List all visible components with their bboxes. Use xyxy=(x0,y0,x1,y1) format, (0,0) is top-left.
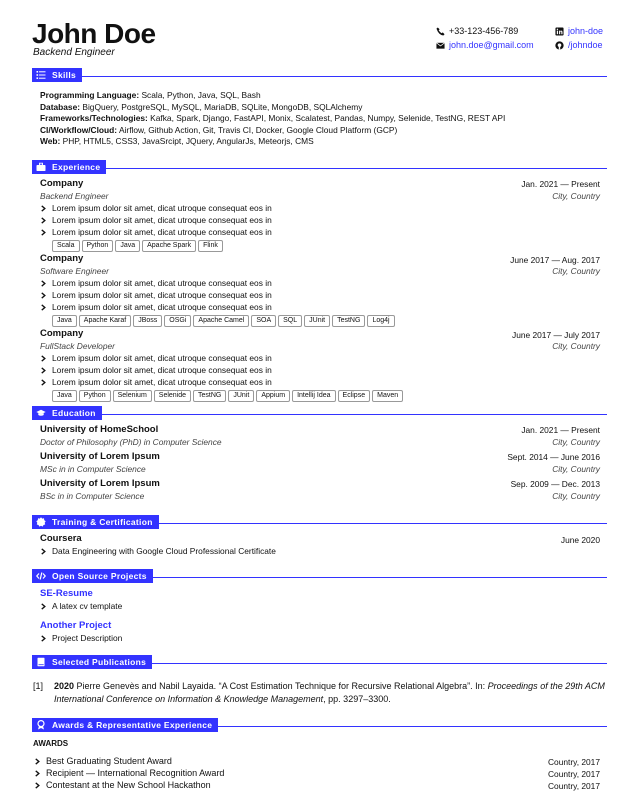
job-bullet-text: Lorem ipsum dolor sit amet, dicat utroque consequat eos in xyxy=(52,290,272,300)
award-text: Recipient — International Recognition Award xyxy=(46,768,225,778)
publication-authors: Pierre Genevès and Nabil Layaida. “A Cost Estimation Technique for Recursive Relational Algebra”. In: xyxy=(76,681,486,691)
job-tags xyxy=(52,315,395,327)
award-where: Country, 2017 xyxy=(548,757,600,767)
job-role: Backend Engineer xyxy=(40,191,109,201)
chevron-right-icon xyxy=(40,205,47,212)
training-org: Coursera xyxy=(40,533,82,544)
section-opensource xyxy=(32,569,153,583)
skill-value: Kafka, Spark, Django, FastAPI, Monix, Scalatest, Pandas, Numpy, Selenide, TestNG, REST API xyxy=(150,113,506,124)
award-text: Best Graduating Student Award xyxy=(46,756,172,766)
experience-rule xyxy=(32,168,607,169)
linkedin-row[interactable] xyxy=(555,24,603,38)
tech-tag: TestNG xyxy=(332,315,365,327)
job-dates: June 2017 — Aug. 2017 xyxy=(510,255,600,265)
award-item xyxy=(34,780,211,790)
skill-value: Scala, Python, Java, SQL, Bash xyxy=(141,90,261,100)
job-bullet xyxy=(40,377,272,387)
job-bullet xyxy=(40,302,272,312)
chevron-right-icon xyxy=(40,635,47,642)
chevron-right-icon xyxy=(40,367,47,374)
tech-tag: OSGi xyxy=(164,315,191,327)
job-bullet xyxy=(40,353,272,363)
job-bullet xyxy=(40,278,272,288)
job-location: City, Country xyxy=(552,341,600,351)
award-text: Contestant at the New School Hackathon xyxy=(46,780,211,790)
job-tags xyxy=(52,390,403,402)
certificate-badge-icon xyxy=(36,517,46,527)
section-training-title: Training & Certification xyxy=(52,517,153,527)
edu-school: University of Lorem Ipsum xyxy=(40,478,160,489)
award-item xyxy=(34,768,224,778)
contact-left xyxy=(436,24,534,52)
tech-tag: Apache Spark xyxy=(142,240,196,252)
tech-tag: Python xyxy=(82,240,114,252)
graduation-cap-icon xyxy=(36,408,46,418)
edu-school: University of HomeSchool xyxy=(40,424,159,435)
phone-row xyxy=(436,24,534,38)
project-desc: Project Description xyxy=(52,633,123,643)
tech-tag: Maven xyxy=(372,390,403,402)
awards-heading: AWARDS xyxy=(33,739,69,748)
section-awards-title: Awards & Representative Experience xyxy=(52,720,213,730)
tech-tag: Java xyxy=(52,315,77,327)
job-bullet xyxy=(40,203,272,213)
publication-venue: Proceedings xyxy=(487,681,538,691)
training-date: June 2020 xyxy=(560,535,600,545)
phone-icon xyxy=(436,27,445,36)
tech-tag: TestNG xyxy=(193,390,226,402)
job-dates: June 2017 — July 2017 xyxy=(512,330,600,340)
publication-entry xyxy=(54,680,614,706)
skill-row xyxy=(40,90,505,102)
chevron-right-icon xyxy=(40,379,47,386)
chevron-right-icon xyxy=(40,355,47,362)
section-skills-title: Skills xyxy=(52,70,77,80)
job-bullet-text: Lorem ipsum dolor sit amet, dicat utroque consequat eos in xyxy=(52,203,272,213)
job-location: City, Country xyxy=(552,191,600,201)
skill-value: BigQuery, PostgreSQL, MySQL, MariaDB, SQLite, MongoDB, SQLAlchemy xyxy=(82,101,363,112)
publication-year: 2020 xyxy=(54,681,75,691)
skill-label: Programming Language: xyxy=(40,90,140,100)
chevron-right-icon xyxy=(40,292,47,299)
award-where: Country, 2017 xyxy=(548,769,600,779)
github-row[interactable] xyxy=(555,38,603,52)
job-company: Company xyxy=(40,328,84,339)
chevron-right-icon xyxy=(40,217,47,224)
job-bullet xyxy=(40,215,272,225)
tech-tag: Apache Karaf xyxy=(79,315,131,327)
section-training xyxy=(32,515,159,529)
publication-number: [1] xyxy=(33,681,44,691)
project-bullet xyxy=(40,601,122,611)
job-role: Software Engineer xyxy=(40,266,109,276)
job-location: City, Country xyxy=(552,266,600,276)
section-opensource-title: Open Source Projects xyxy=(52,571,147,581)
award-where: Country, 2017 xyxy=(548,781,600,791)
section-experience xyxy=(32,160,106,174)
tech-tag: SQL xyxy=(278,315,302,327)
code-icon xyxy=(36,571,46,581)
skill-row xyxy=(40,125,505,137)
job-company: Company xyxy=(40,253,84,264)
job-bullet xyxy=(40,365,272,375)
award-ribbon-icon xyxy=(36,720,46,730)
edu-location: City, Country xyxy=(552,464,600,474)
training-bullet xyxy=(40,546,276,556)
job-company: Company xyxy=(40,178,84,189)
publication-venue-rest: of the 29th ACM International Conference on Information & Knowledge Management xyxy=(54,681,605,704)
project-link[interactable]: SE-Resume xyxy=(40,588,93,599)
skill-label: CI/Workflow/Cloud: xyxy=(40,124,118,135)
tech-tag: JBoss xyxy=(133,315,162,327)
job-bullet-text: Lorem ipsum dolor sit amet, dicat utroque consequat eos in xyxy=(52,377,272,387)
contact-right xyxy=(555,24,603,52)
list-icon xyxy=(36,70,46,80)
job-dates: Jan. 2021 — Present xyxy=(521,179,600,189)
tech-tag: JUnit xyxy=(304,315,330,327)
skill-label: Web: xyxy=(40,136,61,147)
section-experience-title: Experience xyxy=(52,162,101,172)
tech-tag: Selenium xyxy=(113,390,152,402)
section-awards xyxy=(32,718,218,732)
resume-role: Backend Engineer xyxy=(33,47,115,58)
skill-value: Airflow, Github Action, Git, Travis CI, Docker, Google Cloud Platform (GCP) xyxy=(118,124,398,135)
skill-row xyxy=(40,136,505,148)
chevron-right-icon xyxy=(40,603,47,610)
job-bullet-text: Lorem ipsum dolor sit amet, dicat utroque consequat eos in xyxy=(52,278,272,288)
tech-tag: Selenide xyxy=(154,390,191,402)
edu-degree: Doctor of Philosophy (PhD) in Computer Science xyxy=(40,437,222,447)
envelope-icon xyxy=(436,41,445,50)
chevron-right-icon xyxy=(40,548,47,555)
phone-number: +33-123-456-789 xyxy=(449,26,519,36)
tech-tag: Log4j xyxy=(367,315,394,327)
skill-row xyxy=(40,113,505,125)
job-bullet-text: Lorem ipsum dolor sit amet, dicat utroque consequat eos in xyxy=(52,365,272,375)
skill-label: Frameworks/Technologies: xyxy=(40,113,148,124)
project-desc: A latex cv template xyxy=(52,601,123,611)
award-item xyxy=(34,756,172,766)
edu-dates: Sept. 2014 — June 2016 xyxy=(507,452,600,462)
project-bullet xyxy=(40,633,122,643)
chevron-right-icon xyxy=(34,770,41,777)
github-icon xyxy=(555,41,564,50)
edu-location: City, Country xyxy=(552,491,600,501)
skills-rule xyxy=(32,76,607,77)
chevron-right-icon xyxy=(40,229,47,236)
section-publications xyxy=(32,655,152,669)
chevron-right-icon xyxy=(34,782,41,789)
tech-tag: Eclipse xyxy=(338,390,371,402)
job-bullet-text: Lorem ipsum dolor sit amet, dicat utroque consequat eos in xyxy=(52,227,272,237)
tech-tag: Apache Camel xyxy=(193,315,249,327)
tech-tag: JUnit xyxy=(228,390,254,402)
chevron-right-icon xyxy=(34,758,41,765)
tech-tag: Python xyxy=(79,390,111,402)
section-skills xyxy=(32,68,82,82)
skill-row xyxy=(40,102,505,114)
job-role: FullStack Developer xyxy=(40,341,115,351)
resume-name: John Doe xyxy=(32,18,156,49)
job-bullet xyxy=(40,290,272,300)
tech-tag: Java xyxy=(115,240,140,252)
job-tags xyxy=(52,240,223,252)
training-item-text: Data Engineering with Google Cloud Professional Certificate xyxy=(52,546,276,556)
linkedin-icon xyxy=(555,27,564,36)
tech-tag: Appium xyxy=(256,390,290,402)
edu-location: City, Country xyxy=(552,437,600,447)
section-education-title: Education xyxy=(52,408,96,418)
publication-pages: , pp. 3297–3300. xyxy=(323,694,391,704)
job-bullet-text: Lorem ipsum dolor sit amet, dicat utroque consequat eos in xyxy=(52,302,272,312)
edu-school: University of Lorem Ipsum xyxy=(40,451,160,462)
skill-value: PHP, HTML5, CSS3, JavaSrcipt, JQuery, AngularJs, Meteorjs, CMS xyxy=(62,136,314,147)
education-rule xyxy=(32,414,607,415)
skill-label: Database: xyxy=(40,101,81,112)
section-education xyxy=(32,406,102,420)
tech-tag: SOA xyxy=(251,315,276,327)
edu-degree: BSc in in Computer Science xyxy=(40,491,145,501)
chevron-right-icon xyxy=(40,304,47,311)
email-row[interactable] xyxy=(436,38,534,52)
job-bullet-text: Lorem ipsum dolor sit amet, dicat utroque consequat eos in xyxy=(52,215,272,225)
tech-tag: Flink xyxy=(198,240,223,252)
edu-dates: Sep. 2009 — Dec. 2013 xyxy=(510,479,600,489)
tech-tag: Intellij Idea xyxy=(292,390,335,402)
email-link[interactable]: john.doe@gmail.com xyxy=(449,40,534,50)
linkedin-link[interactable]: john-doe xyxy=(568,26,604,36)
edu-dates: Jan. 2021 — Present xyxy=(521,425,600,435)
project-link[interactable]: Another Project xyxy=(40,620,112,631)
book-icon xyxy=(36,657,46,667)
github-link[interactable]: /johndoe xyxy=(568,40,603,50)
tech-tag: Scala xyxy=(52,240,80,252)
edu-degree: MSc in in Computer Science xyxy=(40,464,146,474)
skills-list xyxy=(40,90,505,148)
section-publications-title: Selected Publications xyxy=(52,657,147,667)
briefcase-icon xyxy=(36,162,46,172)
job-bullet-text: Lorem ipsum dolor sit amet, dicat utroque consequat eos in xyxy=(52,353,272,363)
tech-tag: Java xyxy=(52,390,77,402)
chevron-right-icon xyxy=(40,280,47,287)
job-bullet xyxy=(40,227,272,237)
